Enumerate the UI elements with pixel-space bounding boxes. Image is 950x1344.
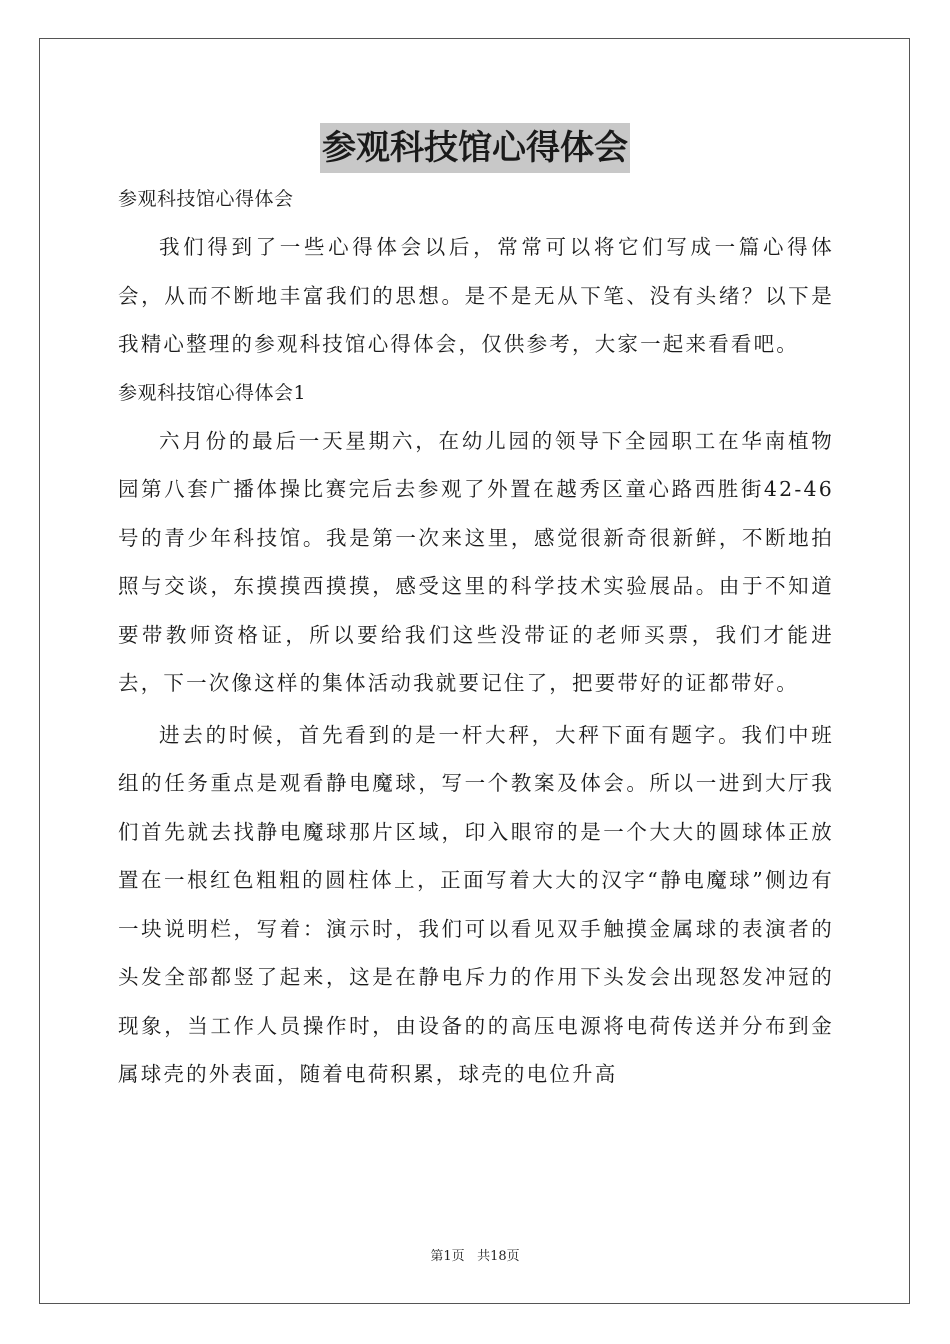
intro-paragraph: 我们得到了一些心得体会以后，常常可以将它们写成一篇心得体会，从而不断地丰富我们的思想。是不是无从下笔、没有头绪？以下是我精心整理的参观科技馆心得体会，仅供参考，大家一起来看看吧。 bbox=[118, 235, 834, 356]
document-title-block bbox=[0, 122, 950, 174]
document-body bbox=[118, 175, 834, 1099]
page-number: 第1页 bbox=[430, 1249, 465, 1264]
section-heading: 参观科技馆心得体会1 bbox=[118, 381, 307, 404]
body-paragraph-2: 进去的时候，首先看到的是一杆大秤，大秤下面有题字。我们中班组的任务重点是观看静电魔球，写一个教案及体会。所以一进到大厅我们首先就去找静电魔球那片区域，印入眼帘的是一个大大的圆球体正放置在一根红色粗粗的圆柱体上，正面写着大大的汉字“静电魔球”侧边有一块说明栏，写着：演示时，我们可以看见双手触摸金属球的表演者的头发全部都竖了起来，这是在静电斥力的作用下头发会出现怒发冲冠的现象，当工作人员操作时，由设备的的高压电源将电荷传送并分布到金属球壳的外表面，随着电荷积累，球壳的电位升高 bbox=[118, 722, 834, 1086]
document-subtitle: 参观科技馆心得体会 bbox=[118, 188, 294, 210]
page-footer bbox=[0, 1245, 950, 1264]
body-paragraph-1: 六月份的最后一天星期六，在幼儿园的领导下全园职工在华南植物园第八套广播体操比赛完后去参观了外置在越秀区童心路西胜街42-46号的青少年科技馆。我是第一次来这里，感觉很新奇很新鲜，不断地拍照与交谈，东摸摸西摸摸，感受这里的科学技术实验展品。由于不知道要带教师资格证，所以要给我们这些没带证的老师买票，我们才能进去，下一次像这样的集体活动我就要记住了，把要带好的证都带好。 bbox=[118, 428, 834, 695]
document-title: 参观科技馆心得体会 bbox=[320, 123, 630, 173]
page-total: 共18页 bbox=[477, 1249, 520, 1264]
footer-separator bbox=[465, 1249, 477, 1264]
